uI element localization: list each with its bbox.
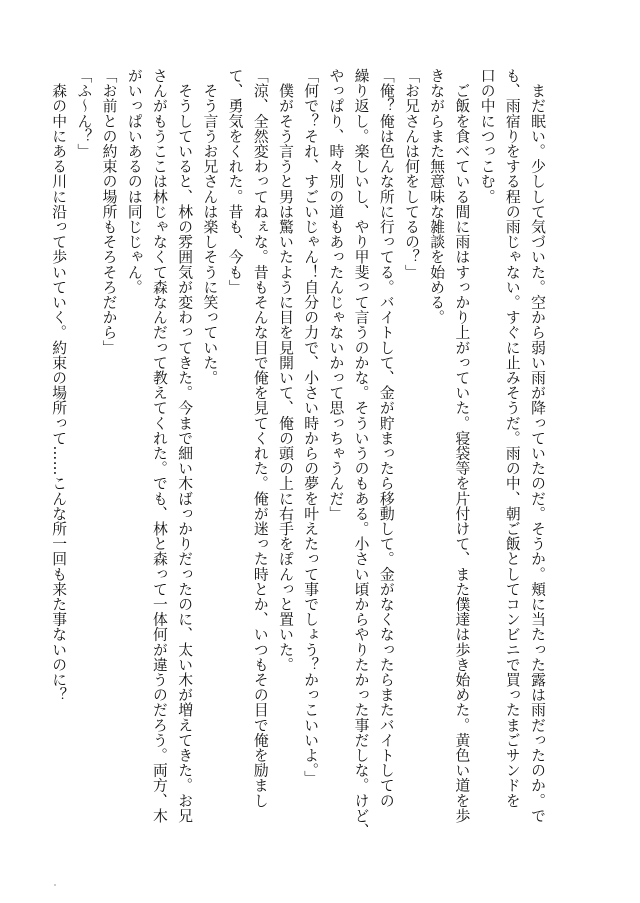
- text-line: も、雨宿りをする程の雨じゃない。すぐに止みそうだ。雨の中、朝ご飯としてコンビニで買ったまごサンドを: [503, 68, 521, 808]
- text-line: 繰り返し。楽しいし、やり甲斐って言うのかな。そういうのもある。小さい頃からやりたかった事だしな。けど、: [352, 68, 370, 839]
- dialogue-line: 「ふ〜ん？」: [75, 68, 93, 159]
- text-line: まだ眠い。少しして気づいた。空から弱い雨が降っていたのだ。そうか。頬に当たった露は雨だったのか。で: [529, 68, 546, 823]
- text-line: そう言うお兄さんは楽しそうに笑っていた。: [201, 68, 219, 386]
- text-line: がいっぱいあるのは同じじゃん。: [125, 68, 143, 295]
- vertical-text-body: [46, 68, 550, 839]
- text-line: て、勇気をくれた。昔も、今も」: [226, 68, 244, 295]
- text-line: ご飯を食べている間に雨はすっかり上がっていた。寝袋等を片付けて、また僕達は歩き始めた。黄色い道を歩: [453, 68, 471, 823]
- dialogue-line: 「涼、全然変わってねぇな。昔もそんな目で俺を見てくれた。俺が迷った時とか、いつもその目で俺を励まし: [251, 68, 269, 808]
- dialogue-line: 「俺？俺は色んな所に行ってる。バイトして、金が貯まったら移動して。金がなくなったらまたバイトしての: [377, 68, 395, 808]
- text-line: 口の中につっこむ。: [478, 68, 496, 204]
- text-line: 森の中にある川に沿って歩いていく。約束の場所って……こんな所一回も来た事ないのに？: [50, 68, 68, 703]
- text-line: やっぱり、時々別の道もあったんじゃないかって思っちゃうんだ」: [327, 68, 345, 521]
- dialogue-line: 「何で？それ、すごいじゃん！自分の力で、小さい時からの夢を叶えたって事でしょう？かっこいいよ。」: [302, 68, 320, 786]
- dialogue-line: 「お兄さんは何をしてるの？」: [402, 68, 420, 280]
- text-line: 僕がそう言うと男は驚いたように目を見開いて、俺の頭の上に右手をぽんっと置いた。: [276, 68, 294, 672]
- dialogue-line: 「お前との約束の場所もそろそろだから」: [100, 68, 118, 355]
- text-line: そうしていると、林の雰囲気が変わってきた。今まで細い木ばっかりだったのに、太い木が増えてきた。お兄: [176, 68, 194, 823]
- text-line: きながらまた無意味な雑談を始める。: [428, 68, 446, 325]
- text-line: さんがもうここは林じゃなくて森なんだって教えてくれた。でも、林と森って一体何が違うのだろう。両方、木: [150, 68, 168, 823]
- page-corner-mark: [54, 884, 56, 886]
